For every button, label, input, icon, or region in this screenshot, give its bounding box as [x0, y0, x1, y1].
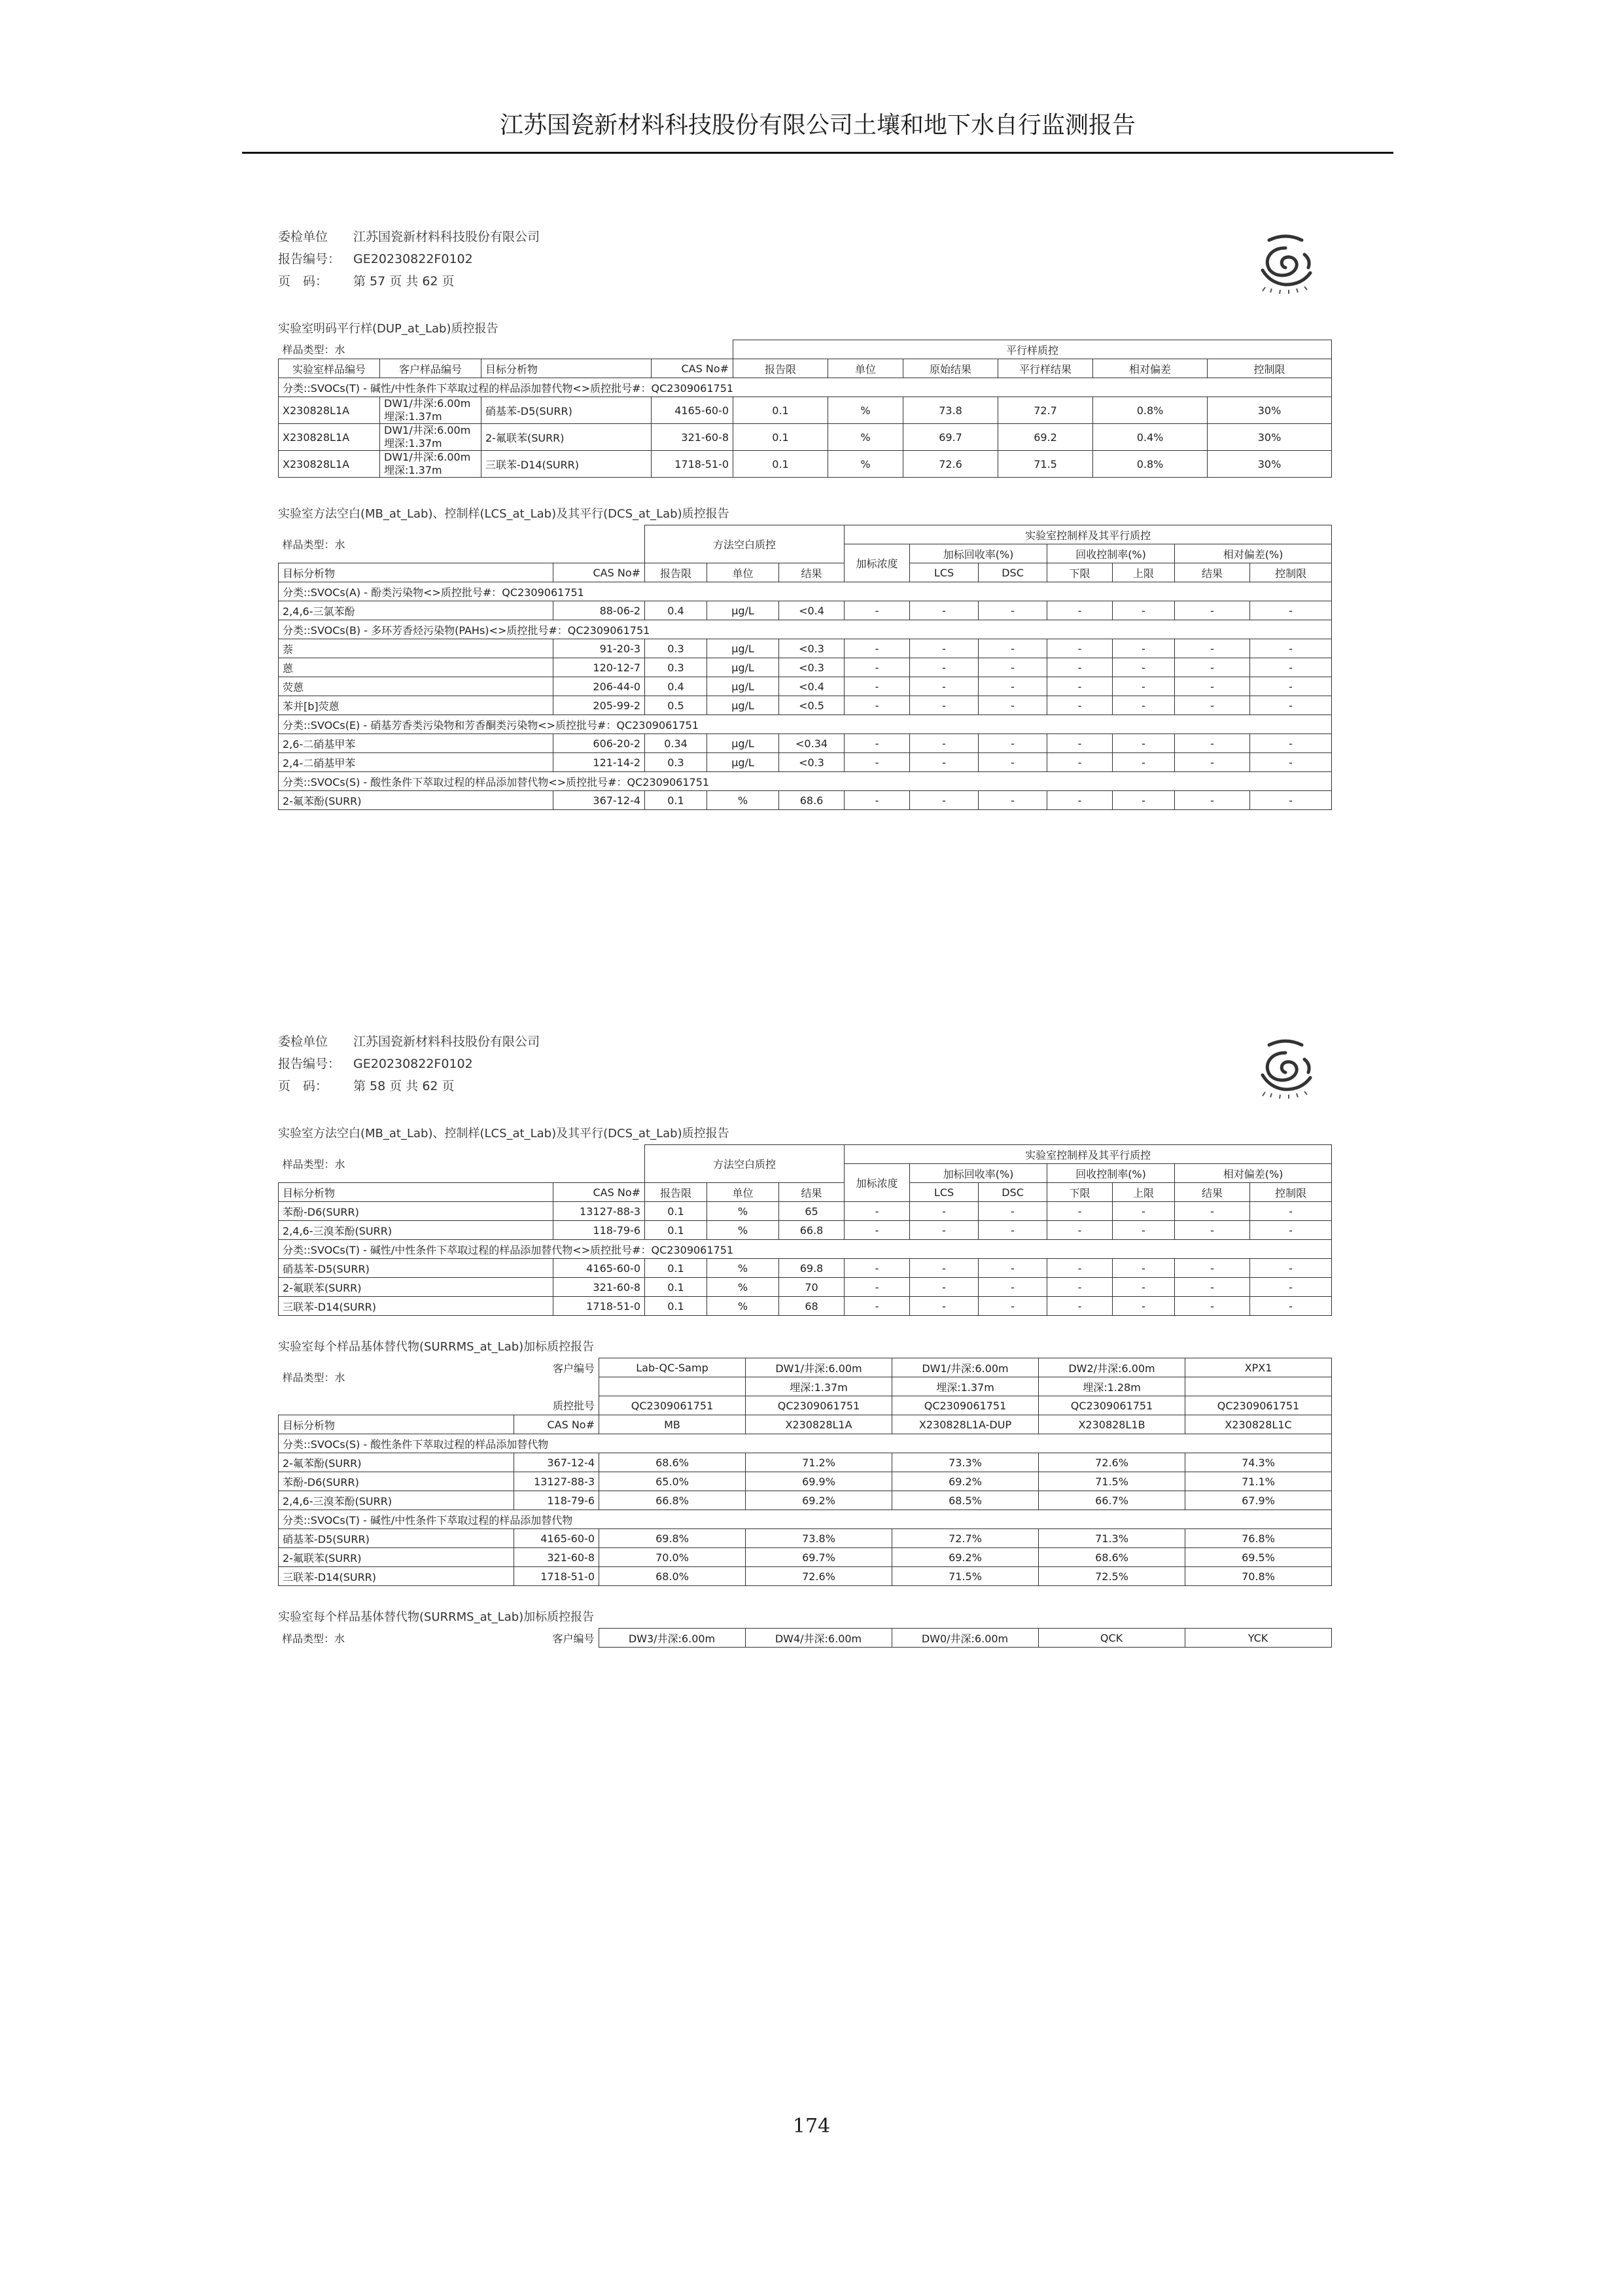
report-meta: 委检单位 江苏国瓷新材料科技股份有限公司 报告编号： GE20230822F0102 页 码： 第 58 页 共 62 页 [278, 1031, 1331, 1122]
table-row: 2,4-二硝基甲苯 121-14-2 0.3 μg/L <0.3 - - - - - - - [279, 753, 1332, 772]
table-row: 2-氟联苯(SURR) 321-60-8 0.1 % 70 - - - - - - - [279, 1278, 1332, 1297]
table-row: 硝基苯-D5(SURR) 4165-60-0 69.8% 73.8% 72.7% 71.3% 76.8% [279, 1529, 1332, 1548]
surr-body [279, 1434, 1332, 1586]
surr-sample-type: 样品类型：水 [282, 1371, 345, 1384]
dup-table [278, 340, 1332, 478]
table-row: X230828L1A DW1/井深:6.00m 埋深:1.37m 硝基苯-D5(SURR) 4165-60-0 0.1 % 73.8 72.7 0.8% 30% [279, 397, 1332, 424]
scanned-page-58 [278, 1031, 1331, 1786]
page-indicator: 第 57 页 共 62 页 [353, 274, 455, 289]
mb-table-2: 样品类型：水 方法空白质控 实验室控制样及其平行质控 加标浓度 加标回收率(%) 回收控制率(%) 相对偏差(%) 目标分析物 CAS No# 报告限 单位 结果 LCS DSC 下限 上限 结果 控制限 苯酚-D6(SURR) 13127-88-3 0.1 % 65 - - - - - - - 2,4,6-三溴苯酚(SURR) 118-79-6 0.1 % 66.8 - - - - - - - 分类::SVOCs(T) - 碱性/中性条件下萃取过程的样品添加替代物<>质控批号#：QC2309061751 硝基苯-D5(SURR) 4165-60-0 0.1 % 69.8 - - - - - - - 2-氟联苯(SURR) 321-60-8 0.1 % 70 - - - - - - - 三联苯-D14(SURR) 1718-51-0 0.1 % 68 - - - - - - - [278, 1144, 1332, 1316]
surr-table: 样品类型：水 客户编号 Lab-QC-Samp DW1/井深:6.00m DW1/井深:6.00m DW2/井深:6.00m XPX1 埋深:1.37m 埋深:1.37m 埋深:1.28m 质控批号 QC2309061751 QC2309061751 QC2309061751 QC2309061751 QC2309061751 目标分析物 CAS No# MB X230828L1A X230828L1A-DUP X230828L1B X230828L1C 分类::SVOCs(S) - 酸性条件下萃取过程的样品添加替代物 2-氟苯酚(SURR) 367-12-4 68.6% 71.2% 73.3% 72.6% 74.3% 苯酚-D6(SURR) 13127-88-3 65.0% 69.9% 69.2% 71.5% 71.1% 2,4,6-三溴苯酚(SURR) 118-79-6 66.8% 69.2% 68.5% 66.7% 67.9% 分类::SVOCs(T) - 碱性/中性条件下萃取过程的样品添加替代物 硝基苯-D5(SURR) 4165-60-0 69.8% 73.8% 72.7% 71.3% 76.8% 2-氟联苯(SURR) 321-60-8 70.0% 69.7% 69.2% 68.6% 69.5% 三联苯-D14(SURR) 1718-51-0 68.0% 72.6% 71.5% 72.5% 70.8% [278, 1358, 1332, 1586]
report-meta: 委检单位 江苏国瓷新材料科技股份有限公司 报告编号： GE20230822F0102 页 码： 第 57 页 共 62 页 [278, 226, 1331, 317]
category-row: 分类::SVOCs(E) - 硝基芳香类污染物和芳香酮类污染物<>质控批号#：QC2309061751 [279, 715, 1332, 734]
page-number: 174 [792, 2115, 831, 2138]
surr2-table: 样品类型：水 客户编号 DW3/井深:6.00m DW4/井深:6.00m DW0/井深:6.00m QCK YCK [278, 1628, 1332, 1648]
table-row: 2,6-二硝基甲苯 606-20-2 0.34 μg/L <0.34 - - - - - - - [279, 734, 1332, 753]
mb-caption: 实验室方法空白(MB_at_Lab)、控制样(LCS_at_Lab)及其平行(DCS_at_Lab)质控报告 [278, 507, 729, 521]
dup-group-header: 平行样质控 [733, 340, 1332, 359]
table-row: 三联苯-D14(SURR) 1718-51-0 0.1 % 68 - - - - - - - [279, 1297, 1332, 1316]
page-indicator: 第 58 页 共 62 页 [353, 1079, 455, 1093]
client-unit: 江苏国瓷新材料科技股份有限公司 [353, 1034, 540, 1049]
table-row: 硝基苯-D5(SURR) 4165-60-0 0.1 % 69.8 - - - - - - - [279, 1259, 1332, 1278]
mb-column-headers: 目标分析物 CAS No# 报告限 单位 结果 LCS DSC 下限 上限 结果 控制限 [279, 1183, 1332, 1202]
table-row: 苯酚-D6(SURR) 13127-88-3 65.0% 69.9% 69.2% 71.5% 71.1% [279, 1472, 1332, 1491]
category-row: 分类::SVOCs(A) - 酚类污染物<>质控批号#：QC2309061751 [279, 582, 1332, 601]
table-row: 苯酚-D6(SURR) 13127-88-3 0.1 % 65 - - - - - - - [279, 1202, 1332, 1221]
dup-sample-type: 样品类型：水 [282, 344, 345, 357]
mb-caption: 实验室方法空白(MB_at_Lab)、控制样(LCS_at_Lab)及其平行(DCS_at_Lab)质控报告 [278, 1127, 729, 1140]
table-row: X230828L1A DW1/井深:6.00m 埋深:1.37m 三联苯-D14(SURR) 1718-51-0 0.1 % 72.6 71.5 0.8% 30% [279, 451, 1332, 478]
surr-column-headers: 目标分析物 CAS No# MB X230828L1A X230828L1A-DUP X230828L1B X230828L1C [279, 1415, 1332, 1434]
client-unit: 江苏国瓷新材料科技股份有限公司 [353, 230, 540, 244]
company-logo-icon [1249, 226, 1321, 298]
mb-sample-type: 样品类型：水 [282, 1157, 345, 1171]
mb-column-headers: 目标分析物 CAS No# 报告限 单位 结果 LCS DSC 下限 上限 结果 控制限 [279, 563, 1332, 582]
table-row: X230828L1A DW1/井深:6.00m 埋深:1.37m 2-氟联苯(SURR) 321-60-8 0.1 % 69.7 69.2 0.4% 30% [279, 424, 1332, 451]
page-header [242, 111, 1393, 154]
mb2-body [279, 1202, 1332, 1316]
report-title: 江苏国瓷新材料科技股份有限公司土壤和地下水自行监测报告 [499, 112, 1136, 139]
table-row: 2,4,6-三氯苯酚 88-06-2 0.4 μg/L <0.4 - - - - - - - [279, 601, 1332, 620]
table-row: 三联苯-D14(SURR) 1718-51-0 68.0% 72.6% 71.5% 72.5% 70.8% [279, 1567, 1332, 1586]
table-row: 2,4,6-三溴苯酚(SURR) 118-79-6 66.8% 69.2% 68.5% 66.7% 67.9% [279, 1491, 1332, 1510]
table-row: 蒽 120-12-7 0.3 μg/L <0.3 - - - - - - - [279, 658, 1332, 677]
mb-table-1: 样品类型：水 方法空白质控 实验室控制样及其平行质控 加标浓度 加标回收率(%) 回收控制率(%) 相对偏差(%) 目标分析物 CAS No# 报告限 单位 结果 LCS DSC 下限 上限 结果 控制限 分类::SVOCs(A) - 酚类污染物<>质控批号#：QC2309061751 2,4,6-三氯苯酚 88-06-2 0.4 μg/L <0.4 - - - - - - - 分类::SVOCs(B) - 多环芳香烃污染物(PAHs)<>质控批号#：QC2309061751 萘 91-20-3 0.3 μg/L <0.3 - - - - - - - 蒽 120-12-7 0.3 μg/L <0.3 - - - - - - - 荧蒽 206-44-0 0.4 μg/L <0.4 - - - - - - - 苯并[b]荧蒽 205-99-2 0.5 μg/L <0.5 - - - - - - - 分类::SVOCs(E) - 硝基芳香类污染物和芳香酮类污染物<>质控批号#：QC2309061751 2,6-二硝基甲苯 606-20-2 0.34 μg/L <0.34 - - - - - - - 2,4-二硝基甲苯 121-14-2 0.3 μg/L <0.3 - - - - - - - 分类::SVOCs(S) - 酸性条件下萃取过程的样品添加替代物<>质控批号#：QC2309061751 2-氟苯酚(SURR) 367-12-4 0.1 % 68.6 - - - - - - - [278, 525, 1332, 810]
surr2-sample-type: 样品类型：水 [282, 1632, 345, 1645]
mb-sample-type: 样品类型：水 [282, 538, 345, 551]
category-row: 分类::SVOCs(T) - 碱性/中性条件下萃取过程的样品添加替代物 [279, 1510, 1332, 1529]
table-row: 2-氟苯酚(SURR) 367-12-4 0.1 % 68.6 - - - - - - - [279, 791, 1332, 810]
report-number: GE20230822F0102 [353, 1057, 473, 1071]
table-row: 萘 91-20-3 0.3 μg/L <0.3 - - - - - - - [279, 639, 1332, 658]
surr2-caption: 实验室每个样品基体替代物(SURRMS_at_Lab)加标质控报告 [278, 1610, 595, 1624]
company-logo-icon [1249, 1031, 1321, 1103]
mb1-body [279, 582, 1332, 810]
category-row: 分类::SVOCs(T) - 碱性/中性条件下萃取过程的样品添加替代物<>质控批号#：QC2309061751 [279, 1240, 1332, 1259]
report-number: GE20230822F0102 [353, 252, 473, 266]
surr-caption: 实验室每个样品基体替代物(SURRMS_at_Lab)加标质控报告 [278, 1340, 595, 1354]
dup-category: 分类::SVOCs(T) - 碱性/中性条件下萃取过程的样品添加替代物<>质控批号#：QC2309061751 [279, 378, 1332, 397]
category-row: 分类::SVOCs(S) - 酸性条件下萃取过程的样品添加替代物 [279, 1434, 1332, 1453]
table-row: 2-氟联苯(SURR) 321-60-8 70.0% 69.7% 69.2% 68.6% 69.5% [279, 1548, 1332, 1567]
table-row: 2,4,6-三溴苯酚(SURR) 118-79-6 0.1 % 66.8 - - - - - - - [279, 1221, 1332, 1240]
table-row: 荧蒽 206-44-0 0.4 μg/L <0.4 - - - - - - - [279, 677, 1332, 696]
category-row: 分类::SVOCs(S) - 酸性条件下萃取过程的样品添加替代物<>质控批号#：QC2309061751 [279, 772, 1332, 791]
table-row: 2-氟苯酚(SURR) 367-12-4 68.6% 71.2% 73.3% 72.6% 74.3% [279, 1453, 1332, 1472]
dup-caption: 实验室明码平行样(DUP_at_Lab)质控报告 [278, 322, 498, 336]
dup-column-headers: 实验室样品编号 客户样品编号 目标分析物 CAS No# 报告限 单位 原始结果 平行样结果 相对偏差 控制限 [279, 359, 1332, 378]
scanned-page-57 [278, 226, 1331, 962]
table-row: 苯并[b]荧蒽 205-99-2 0.5 μg/L <0.5 - - - - - - - [279, 696, 1332, 715]
category-row: 分类::SVOCs(B) - 多环芳香烃污染物(PAHs)<>质控批号#：QC2309061751 [279, 620, 1332, 639]
